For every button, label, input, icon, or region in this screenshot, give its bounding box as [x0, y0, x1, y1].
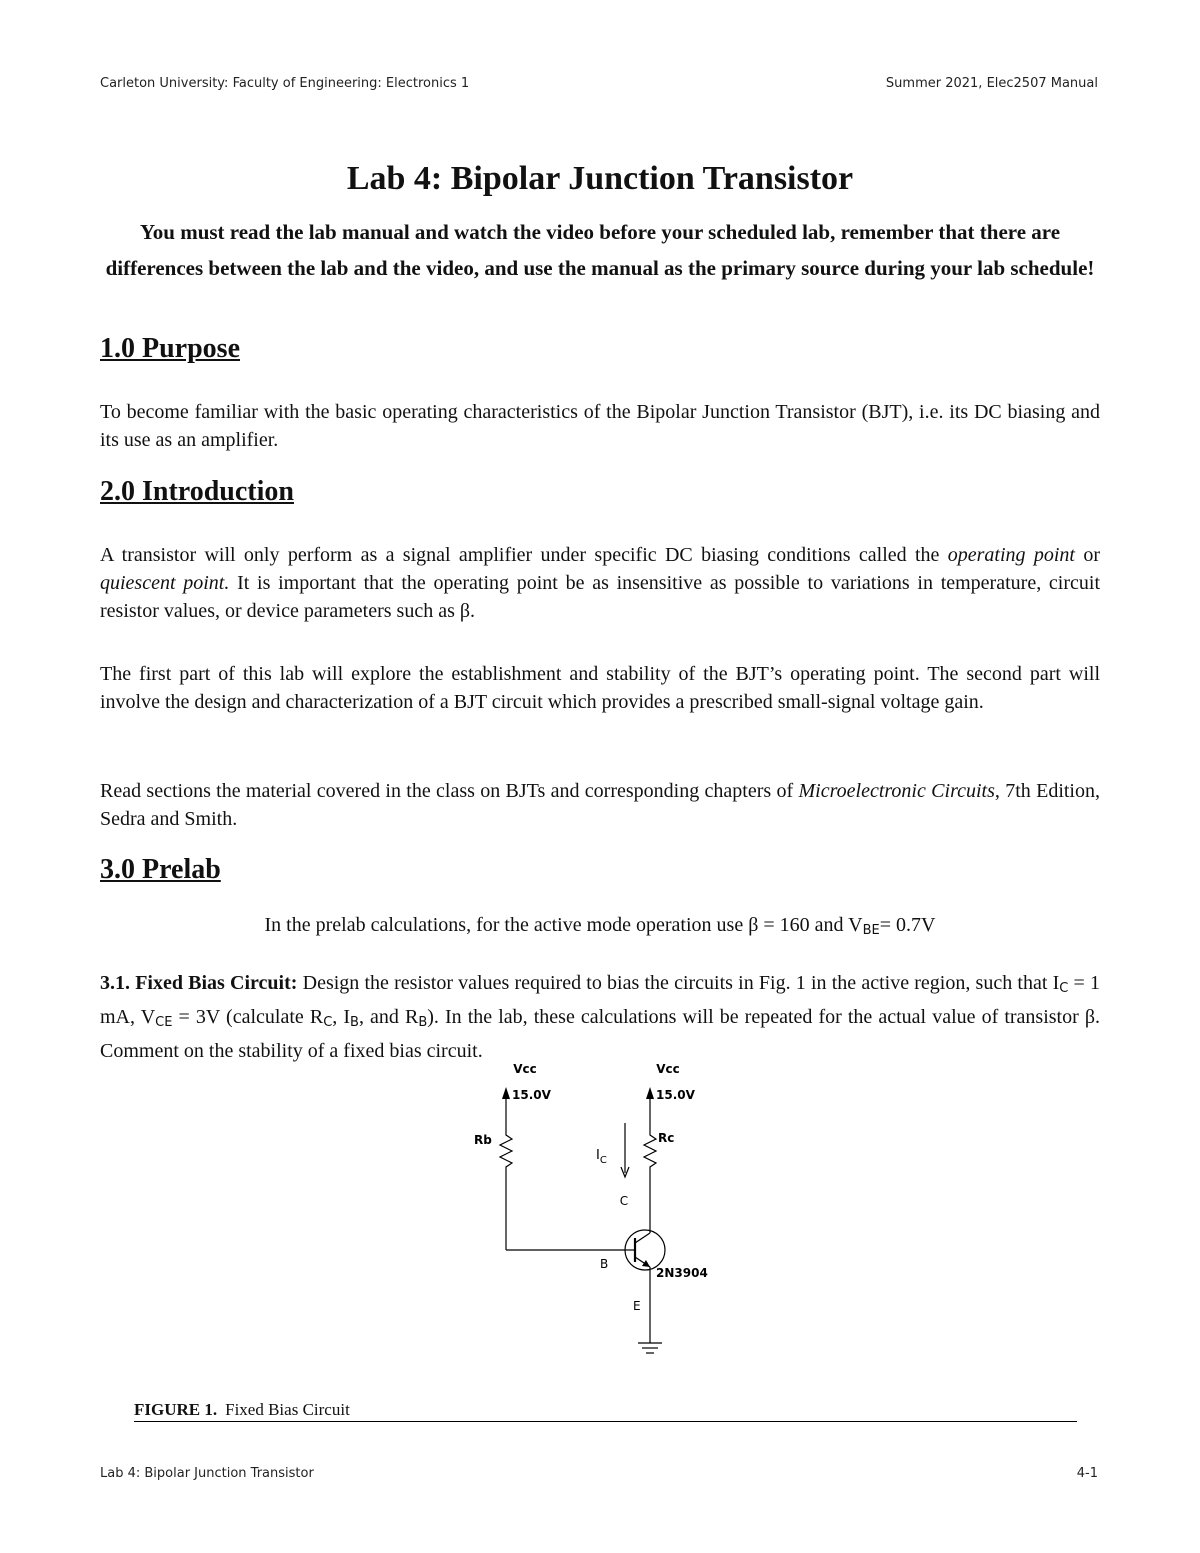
page-title: Lab 4: Bipolar Junction Transistor: [346, 160, 854, 197]
introduction-section: [100, 476, 294, 508]
base-node-label: B: [600, 1257, 609, 1271]
collector-node-label: C: [619, 1194, 629, 1208]
running-footer-left: Lab 4: Bipolar Junction Transistor: [100, 1466, 314, 1481]
supply-voltage-right: 15.0V: [656, 1088, 695, 1102]
purpose-text: To become familiar with the basic operating characteristics of the Bipolar Junction Transistor (BJT), i.e. its DC biasing and its use as an amplifier.: [100, 401, 1100, 451]
fixed-bias-circuit-diagram: [450, 1055, 750, 1365]
prelab-section: [100, 854, 221, 886]
ic-label: $I_C$: [596, 1148, 607, 1166]
supply-voltage-left: 15.0V: [512, 1088, 551, 1102]
rb-label: Rb: [474, 1133, 492, 1147]
prelab-heading: 3.0 Prelab: [100, 854, 221, 885]
running-header-right: Summer 2021, Elec2507 Manual: [885, 76, 1098, 91]
intro-paragraph-3: Read sections the material covered in the class on BJTs and corresponding chapters of Microelectronic Circuits, 7th Edition, Sedra and Smith.: [100, 780, 1100, 830]
prelab-intro: In the prelab calculations, for the active mode operation use β = 160 and $V_{BE}= 0.7V$: [264, 914, 936, 938]
reading-notice: You must read the lab manual and watch the video before your scheduled lab, remember that there are differences between the lab and the video, and use the manual as the primary source during your lab schedule!: [105, 220, 1095, 280]
intro-paragraph-2: The first part of this lab will explore the establishment and stability of the BJT’s operating point. The second part will involve the design and characterization of a BJT circuit which provides a prescribed small-signal voltage gain.: [100, 663, 1100, 713]
figure-caption: [134, 1400, 1077, 1422]
rc-label: Rc: [658, 1131, 675, 1145]
introduction-heading: 2.0 Introduction: [100, 476, 294, 507]
resistor-rc: [644, 1133, 656, 1169]
quiescent-point-term: quiescent point.: [100, 572, 230, 594]
vcc-label-left: Vcc: [513, 1062, 537, 1076]
intro-paragraph-1: A transistor will only perform as a signal amplifier under specific DC biasing conditions called the operating point or quiescent point. It is important that the operating point be as insensitive as possible to variations in temperature, circuit resistor values, or device parameters such as β.: [100, 544, 1101, 622]
figure-label: FIGURE 1.: [134, 1400, 218, 1419]
fixed-bias-task: 3.1. Fixed Bias Circuit: Design the resistor values required to bias the circuits in Fig. 1 in the active region, such that $I_C = 1$ mA, $V_{CE} = 3V$ (calculate $R_C$, $I_B$, and $R_B$). In the lab, these calculations will be repeated for the actual value of transistor β. Comment on the stability of a fixed bias circuit.: [100, 972, 1101, 1062]
part-number-label: 2N3904: [656, 1266, 708, 1280]
section-3-1-label: 3.1. Fixed Bias Circuit:: [100, 972, 298, 994]
operating-point-term: operating point: [947, 544, 1075, 566]
running-header-left: Carleton University: Faculty of Engineering: Electronics 1: [100, 76, 470, 91]
emitter-node-label: E: [633, 1299, 641, 1313]
figure-caption-text: Fixed Bias Circuit: [225, 1400, 350, 1419]
textbook-title: Microelectronic Circuits: [798, 780, 995, 802]
page-number: 4-1: [1076, 1466, 1098, 1481]
emitter-arrow: [642, 1260, 650, 1267]
purpose-section: [100, 333, 240, 365]
vcc-label-right: Vcc: [656, 1062, 680, 1076]
resistor-rb: [500, 1133, 512, 1169]
purpose-heading: 1.0 Purpose: [100, 333, 240, 364]
